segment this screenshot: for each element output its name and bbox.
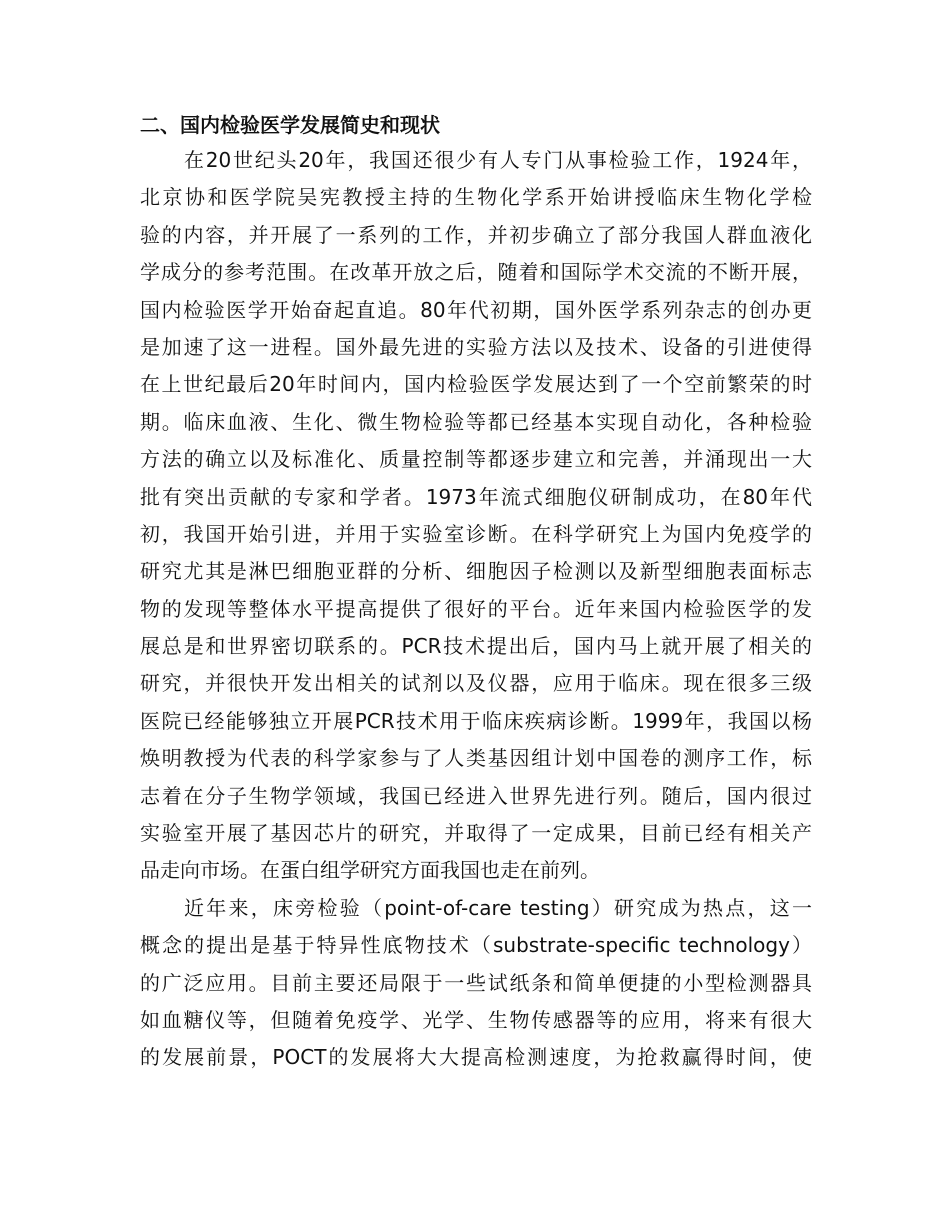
paragraph-line: 北京协和医学院吴宪教授主持的生物化学系开始讲授临床生物化学检	[140, 185, 812, 210]
document-body	[140, 108, 812, 1077]
section-heading: 二、国内检验医学发展简史和现状	[140, 113, 440, 137]
paragraph-line: 学成分的参考范围。在改革开放之后，随着和国际学术交流的不断开展，	[140, 260, 812, 285]
paragraph-line: 在上世纪最后20年时间内，国内检验医学发展达到了一个空前繁荣的时	[140, 372, 812, 397]
paragraph-line: 研究尤其是淋巴细胞亚群的分析、细胞因子检测以及新型细胞表面标志	[140, 559, 812, 584]
body-paragraph	[140, 890, 812, 1077]
paragraph-line: 医院已经能够独立开展PCR技术用于临床疾病诊断。1999年，我国以杨	[140, 708, 812, 733]
paragraph-line: 品走向市场。在蛋白组学研究方面我国也走在前列。	[140, 858, 600, 883]
paragraph-line: 展总是和世界密切联系的。PCR技术提出后，国内马上就开展了相关的	[140, 634, 812, 659]
paragraph-line: 在20世纪头20年，我国还很少有人专门从事检验工作，1924年，	[184, 148, 812, 172]
paragraph-line: 的广泛应用。目前主要还局限于一些试纸条和简单便捷的小型检测器具	[140, 970, 812, 995]
paragraph-line: 近年来，床旁检验（point-of-care testing）研究成为热点，这一	[184, 895, 812, 920]
paragraph-line: 概念的提出是基于特异性底物技术（substrate-specific technology）	[140, 933, 812, 958]
paragraph-line: 是加速了这一进程。国外最先进的实验方法以及技术、设备的引进使得	[140, 334, 812, 359]
paragraph-line: 初，我国开始引进，并用于实验室诊断。在科学研究上为国内免疫学的	[140, 521, 812, 546]
paragraph-line: 物的发现等整体水平提高提供了很好的平台。近年来国内检验医学的发	[140, 596, 812, 621]
paragraph-line: 方法的确立以及标准化、质量控制等都逐步建立和完善，并涌现出一大	[140, 447, 812, 472]
paragraph-line: 焕明教授为代表的科学家参与了人类基因组计划中国卷的测序工作，标	[140, 746, 812, 771]
paragraph-line: 国内检验医学开始奋起直追。80年代初期，国外医学系列杂志的创办更	[140, 297, 812, 322]
paragraph-line: 实验室开展了基因芯片的研究，并取得了一定成果，目前已经有相关产	[140, 821, 812, 846]
paragraph-line: 志着在分子生物学领域，我国已经进入世界先进行列。随后，国内很过	[140, 783, 812, 808]
paragraph-line: 研究，并很快开发出相关的试剂以及仪器，应用于临床。现在很多三级	[140, 671, 812, 696]
body-paragraph	[140, 142, 812, 890]
paragraph-line: 批有突出贡献的专家和学者。1973年流式细胞仪研制成功，在80年代	[140, 484, 812, 509]
paragraph-line: 如血糖仪等，但随着免疫学、光学、生物传感器等的应用，将来有很大	[140, 1007, 812, 1032]
paragraph-line: 验的内容，并开展了一系列的工作，并初步确立了部分我国人群血液化	[140, 222, 812, 247]
paragraph-line: 期。临床血液、生化、微生物检验等都已经基本实现自动化，各种检验	[140, 409, 812, 434]
paragraph-line: 的发展前景，POCT的发展将大大提高检测速度，为抢救赢得时间，使	[140, 1045, 812, 1070]
